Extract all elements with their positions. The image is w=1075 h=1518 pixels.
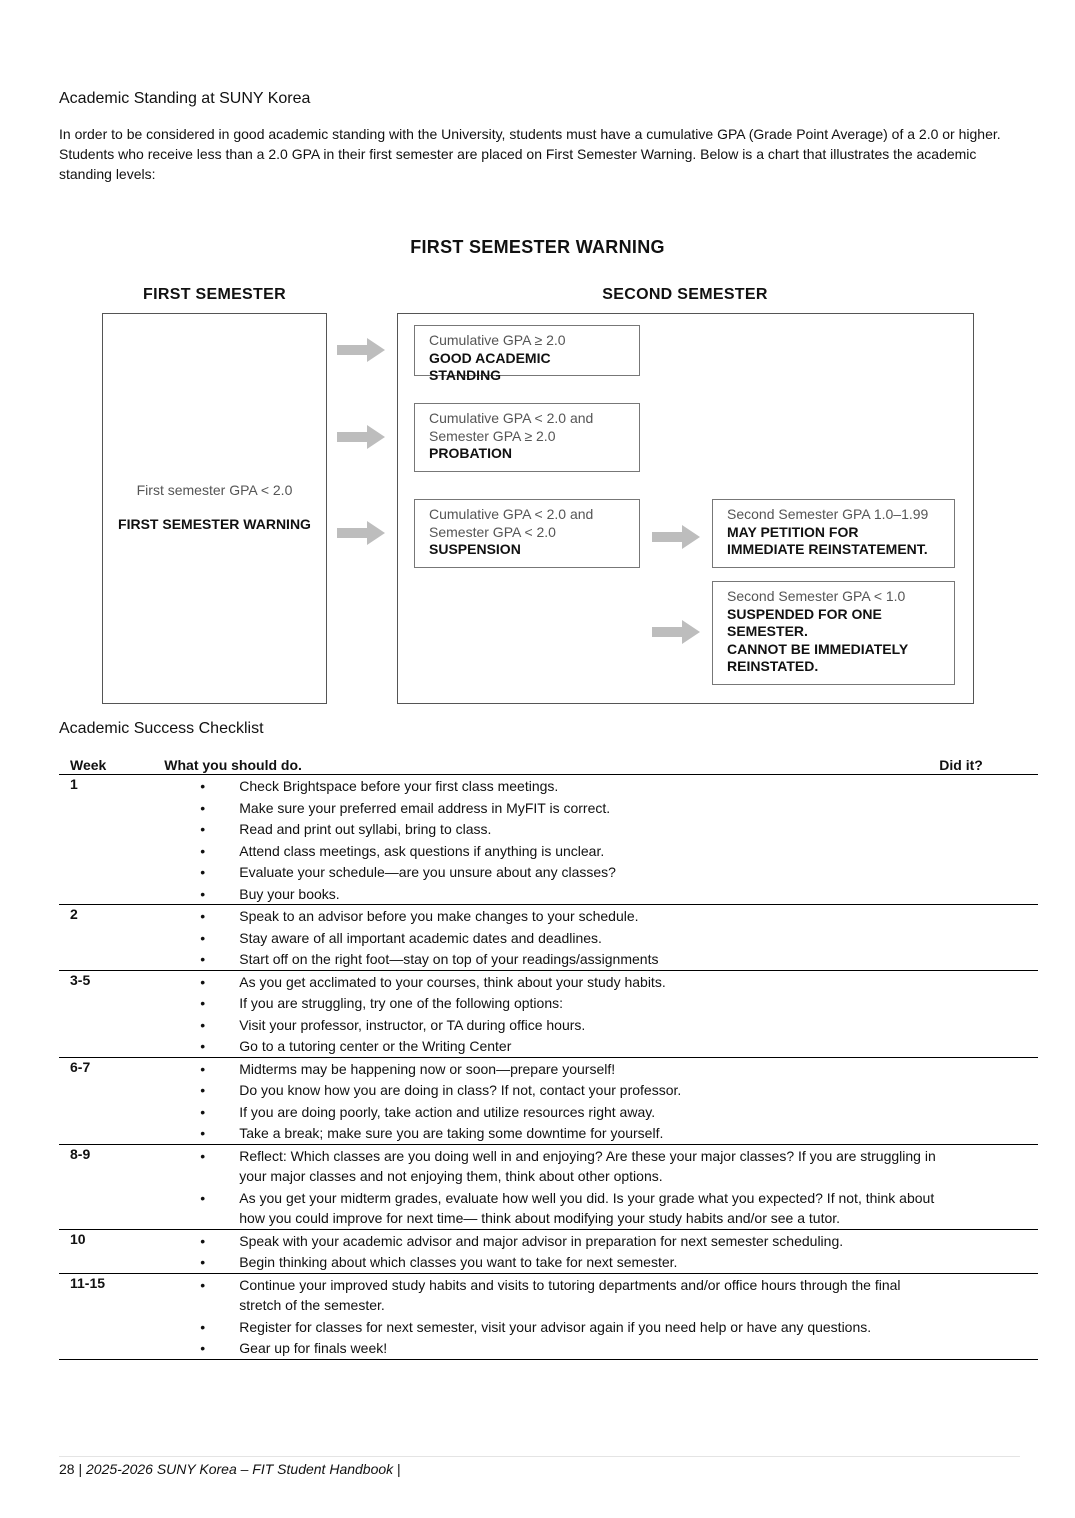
list-item: • Gear up for finals week! [164,1337,939,1359]
list-item: • As you get your midterm grades, evaluate how well you did. Is your grade what you expected? If not, think about how you could improve for next time— think about modifying your study habits and/or see a tutor. [164,1187,939,1229]
list-item: • Visit your professor, instructor, or TA during office hours. [164,1014,939,1036]
good-standing-criteria: Cumulative GPA ≥ 2.0 [429,332,566,348]
arrow-right-icon [337,425,385,449]
list-item: • Midterms may be happening now or soon—prepare yourself! [164,1058,939,1080]
tasks-cell [164,905,939,971]
column-week: Week [59,753,164,775]
table-row [59,775,1038,905]
page-number: 28 [59,1461,75,1477]
suspended-label-4: REINSTATED. [727,658,819,674]
column-done: Did it? [939,753,1038,775]
list-item: • Speak with your academic advisor and major advisor in preparation for next semester scheduling. [164,1230,939,1252]
task-list [164,1058,939,1144]
list-item: • As you get acclimated to your courses, think about your study habits. [164,971,939,993]
list-item: • Stay aware of all important academic dates and deadlines. [164,927,939,949]
checklist-header-row [59,753,1038,775]
second-semester-header: SECOND SEMESTER [602,286,768,303]
did-it-cell[interactable] [939,970,1038,1057]
week-cell: 3-5 [59,970,164,1057]
first-semester-criteria: First semester GPA < 2.0 [136,482,293,498]
first-semester-panel [102,313,327,704]
footer-divider [59,1456,1020,1457]
intro-paragraph: In order to be considered in good academic standing with the University, students must have a cumulative GPA (Grade Point Average) of a 2.0 or higher. Students who receive less than a 2.0 GPA in their first semester are placed on First Semester Warning. Below is a chart that illustrates the academic standing levels: [59,126,1001,182]
tasks-cell [164,1273,939,1359]
list-item: • Speak to an advisor before you make changes to your schedule. [164,905,939,927]
suspended-label-2: SEMESTER. [727,623,808,639]
week-cell: 1 [59,775,164,905]
list-item: • Attend class meetings, ask questions if anything is unclear. [164,840,939,862]
did-it-cell[interactable] [939,905,1038,971]
checklist-heading: Academic Success Checklist [59,720,264,737]
petition-label-1: MAY PETITION FOR [727,523,859,540]
list-item: • Go to a tutoring center or the Writing Center [164,1035,939,1057]
tasks-cell [164,970,939,1057]
task-list [164,971,939,1057]
list-item: • Make sure your preferred email address in MyFIT is correct. [164,797,939,819]
list-item: • Start off on the right foot—stay on top of your readings/assignments [164,948,939,970]
list-item: • If you are doing poorly, take action and utilize resources right away. [164,1101,939,1123]
did-it-cell[interactable] [939,1144,1038,1229]
week-cell: 10 [59,1229,164,1273]
did-it-cell[interactable] [939,1273,1038,1359]
arrow-right-icon [652,620,700,644]
suspension-label: SUSPENSION [429,541,521,557]
did-it-cell[interactable] [939,1057,1038,1144]
task-list [164,1274,939,1359]
suspension-criteria-1: Cumulative GPA < 2.0 and [429,506,594,522]
list-item: • Check Brightspace before your first class meetings. [164,775,939,797]
probation-box [414,403,640,472]
petition-criteria: Second Semester GPA 1.0–1.99 [727,506,929,522]
first-semester-warning-label: FIRST SEMESTER WARNING [118,516,311,532]
good-standing-label: GOOD ACADEMIC STANDING [429,349,551,383]
task-list [164,775,939,904]
task-list [164,905,939,970]
table-row [59,970,1038,1057]
footer-separator: | [74,1461,86,1477]
arrow-right-icon [652,525,700,549]
list-item: • Buy your books. [164,883,939,905]
list-item: • Reflect: Which classes are you doing well in and enjoying? Are these your major classes? If you are struggling in your major classes and not enjoying them, think about other options. [164,1145,939,1187]
suspension-criteria-2: Semester GPA < 2.0 [429,523,556,540]
footer-trail: | [393,1461,401,1477]
list-item: • Continue your improved study habits and visits to tutoring departments and/or office hours through the final stretch of the semester. [164,1274,939,1316]
petition-label-2: IMMEDIATE REINSTATEMENT. [727,541,928,557]
task-list [164,1145,939,1229]
table-row [59,1144,1038,1229]
suspended-box [712,581,955,685]
suspended-criteria: Second Semester GPA < 1.0 [727,588,906,604]
list-item: • Do you know how you are doing in class? If not, contact your professor. [164,1079,939,1101]
table-row [59,905,1038,971]
suspension-box [414,499,640,568]
handbook-title: 2025-2026 SUNY Korea – FIT Student Handbook [86,1461,394,1477]
did-it-cell[interactable] [939,775,1038,905]
list-item: • If you are struggling, try one of the following options: [164,992,939,1014]
page-footer [59,1461,401,1477]
table-row [59,1229,1038,1273]
first-semester-header: FIRST SEMESTER [143,286,286,303]
column-todo: What you should do. [164,753,939,775]
probation-label: PROBATION [429,445,512,461]
week-cell: 11-15 [59,1273,164,1359]
tasks-cell [164,1229,939,1273]
tasks-cell [164,1144,939,1229]
suspended-label-1: SUSPENDED FOR ONE [727,605,882,622]
list-item: • Register for classes for next semester, visit your advisor again if you need help or have any questions. [164,1316,939,1338]
list-item: • Read and print out syllabi, bring to class. [164,818,939,840]
week-cell: 2 [59,905,164,971]
list-item: • Begin thinking about which classes you want to take for next semester. [164,1251,939,1273]
good-standing-box [414,325,640,383]
probation-criteria-2: Semester GPA ≥ 2.0 [429,427,556,444]
diagram-title: FIRST SEMESTER WARNING [410,237,665,257]
list-item: • Take a break; make sure you are taking some downtime for yourself. [164,1122,939,1144]
tasks-cell [164,775,939,905]
arrow-right-icon [337,521,385,545]
week-cell: 6-7 [59,1057,164,1144]
task-list [164,1230,939,1273]
table-row [59,1057,1038,1144]
probation-criteria-1: Cumulative GPA < 2.0 and [429,410,594,426]
list-item: • Evaluate your schedule—are you unsure about any classes? [164,861,939,883]
section-heading: Academic Standing at SUNY Korea [59,90,311,107]
table-row [59,1273,1038,1359]
week-cell: 8-9 [59,1144,164,1229]
petition-box [712,499,955,568]
tasks-cell [164,1057,939,1144]
suspended-label-3: CANNOT BE IMMEDIATELY [727,640,909,657]
arrow-right-icon [337,338,385,362]
did-it-cell[interactable] [939,1229,1038,1273]
checklist-table [59,753,1038,1360]
